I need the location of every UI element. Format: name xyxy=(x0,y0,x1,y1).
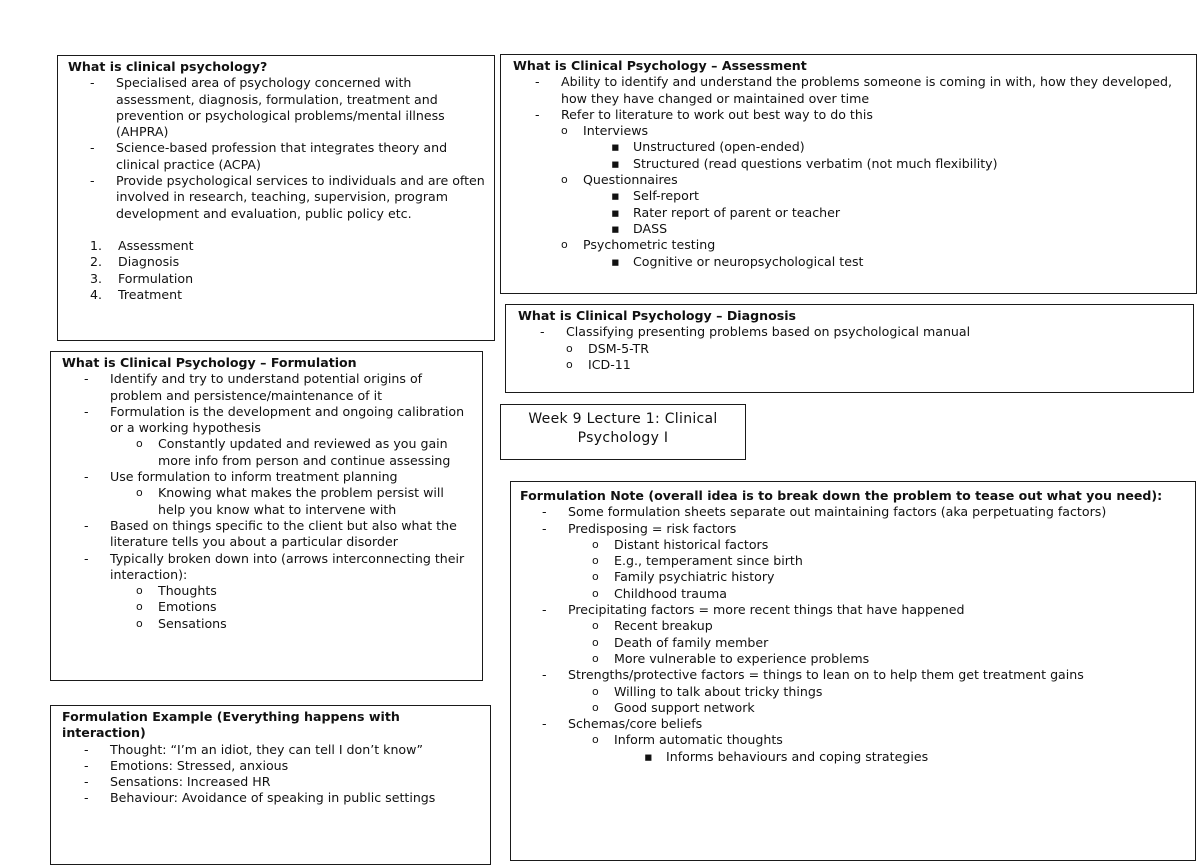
list-item: o Constantly updated and reviewed as you gain more info from person and continue assessing xyxy=(136,436,474,469)
formulation-example-box xyxy=(50,705,491,865)
list-item: - Use formulation to inform treatment planning o Knowing what makes the problem persist will help you know what to intervene with xyxy=(62,469,474,518)
list-item: - Ability to identify and understand the problems someone is coming in with, how they developed, how they have changed or maintained over time xyxy=(513,74,1188,107)
list-item: - Behaviour: Avoidance of speaking in public settings xyxy=(62,790,482,806)
sub-sub-list xyxy=(611,254,1188,270)
list-item: o Distant historical factors xyxy=(592,537,1187,553)
list-item: 2. Diagnosis xyxy=(90,254,180,270)
list-item: - Emotions: Stressed, anxious xyxy=(62,758,482,774)
sub-list xyxy=(136,485,474,518)
list-item: - Some formulation sheets separate out maintaining factors (aka perpetuating factors) xyxy=(520,504,1187,520)
list-item: - Predisposing = risk factors o Distant historical factors o E.g., temperament since birth o Family psychiatric history o Childhood trauma xyxy=(520,521,1187,602)
list-item: o Sensations xyxy=(136,616,474,632)
list-item: - Specialised area of psychology concerned with assessment, diagnosis, formulation, treatment and prevention or psychological problems/mental illness (AHPRA) xyxy=(68,75,486,140)
box-title: What is clinical psychology? xyxy=(68,59,268,74)
sub-list xyxy=(592,732,1187,765)
sub-list xyxy=(592,684,1187,717)
sub-list xyxy=(136,436,474,469)
list-item: ▪ Informs behaviours and coping strategies xyxy=(644,749,1187,765)
sub-list xyxy=(136,583,474,632)
list-item: ▪ Unstructured (open-ended) xyxy=(611,139,1188,155)
box-title: Formulation Note (overall idea is to break down the problem to tease out what you need): xyxy=(520,488,1163,503)
list-item: o Thoughts xyxy=(136,583,474,599)
bullet-list xyxy=(62,742,482,807)
formulation-note-box xyxy=(510,481,1196,861)
list-item: o Inform automatic thoughts ▪ Informs behaviours and coping strategies xyxy=(592,732,1187,765)
list-item: o Good support network xyxy=(592,700,1187,716)
sub-list xyxy=(592,537,1187,602)
list-item: ▪ Cognitive or neuropsychological test xyxy=(611,254,1188,270)
assessment-box xyxy=(500,54,1197,294)
bullet-list xyxy=(513,74,1188,270)
sub-sub-list xyxy=(611,139,1188,172)
list-item: - Precipitating factors = more recent things that have happened o Recent breakup o Death of family member o More vulnerable to experience problems xyxy=(520,602,1187,667)
formulation-box xyxy=(50,351,483,681)
list-item: - Provide psychological services to individuals and are often involved in research, teaching, supervision, program development and evaluation, public policy etc. xyxy=(68,173,486,222)
list-item: o Psychometric testing ▪ Cognitive or neuropsychological test xyxy=(561,237,1188,270)
list-item: - Based on things specific to the client but also what the literature tells you about a particular disorder xyxy=(62,518,474,551)
list-item: - Thought: “I’m an idiot, they can tell I don’t know” xyxy=(62,742,482,758)
sub-sub-list xyxy=(644,749,1187,765)
list-item: - Strengths/protective factors = things to lean on to help them get treatment gains o Willing to talk about tricky things o Good support network xyxy=(520,667,1187,716)
sub-list xyxy=(566,341,1185,374)
list-item: - Classifying presenting problems based on psychological manual o DSM-5-TR o ICD-11 xyxy=(518,324,1185,373)
box-title: What is Clinical Psychology – Formulation xyxy=(62,355,357,370)
list-item: - Typically broken down into (arrows interconnecting their interaction): o Thoughts o Emotions o Sensations xyxy=(62,551,474,632)
list-item: o Emotions xyxy=(136,599,474,615)
list-item: o Willing to talk about tricky things xyxy=(592,684,1187,700)
box-title: What is Clinical Psychology – Diagnosis xyxy=(518,308,797,323)
list-item: - Science-based profession that integrates theory and clinical practice (ACPA) xyxy=(68,140,486,173)
bullet-list xyxy=(68,75,486,222)
list-item: o Death of family member xyxy=(592,635,1187,651)
list-item: - Identify and try to understand potential origins of problem and persistence/maintenance of it xyxy=(62,371,474,404)
list-item: ▪ Rater report of parent or teacher xyxy=(611,205,1188,221)
sub-list xyxy=(561,123,1188,270)
list-item: - Schemas/core beliefs o Inform automatic thoughts ▪ Informs behaviours and coping strategies xyxy=(520,716,1187,765)
list-item: - Refer to literature to work out best way to do this o Interviews ▪ Unstructured (open-ended) ▪ Structured (read questions verbatim (not much flexibility) o Questionnaires ▪ Self-report ▪ Rater report of parent or teacher ▪ DASS o Psychometric testing ▪ Cognitive or neuropsychological test xyxy=(513,107,1188,270)
sub-list xyxy=(592,618,1187,667)
list-item: - Sensations: Increased HR xyxy=(62,774,482,790)
list-item: 1. Assessment xyxy=(90,237,194,253)
list-item: ▪ Self-report xyxy=(611,188,1188,204)
list-item: o Recent breakup xyxy=(592,618,1187,634)
list-item: 4. Treatment xyxy=(90,286,183,302)
list-item: o More vulnerable to experience problems xyxy=(592,651,1187,667)
sub-sub-list xyxy=(611,188,1188,237)
page-title: Week 9 Lecture 1: Clinical Psychology I xyxy=(528,411,718,446)
list-item: o Knowing what makes the problem persist will help you know what to intervene with xyxy=(136,485,474,518)
bullet-list xyxy=(62,371,474,632)
box-title: What is Clinical Psychology – Assessment xyxy=(513,58,807,73)
numbered-list xyxy=(68,238,486,303)
bullet-list xyxy=(520,504,1187,765)
list-item: o Family psychiatric history xyxy=(592,569,1187,585)
list-item: o ICD-11 xyxy=(566,357,1185,373)
list-item: o E.g., temperament since birth xyxy=(592,553,1187,569)
week-title-box xyxy=(500,404,746,460)
list-item: o DSM-5-TR xyxy=(566,341,1185,357)
list-item: - Formulation is the development and ongoing calibration or a working hypothesis o Constantly updated and reviewed as you gain more info from person and continue assessing xyxy=(62,404,474,469)
bullet-list xyxy=(518,324,1185,373)
clinical-psychology-box xyxy=(57,55,495,341)
list-item: o Childhood trauma xyxy=(592,586,1187,602)
list-item: o Interviews ▪ Unstructured (open-ended) ▪ Structured (read questions verbatim (not much flexibility) xyxy=(561,123,1188,172)
list-item: 3. Formulation xyxy=(90,270,194,286)
list-item: o Questionnaires ▪ Self-report ▪ Rater report of parent or teacher ▪ DASS xyxy=(561,172,1188,237)
list-item: ▪ Structured (read questions verbatim (not much flexibility) xyxy=(611,156,1188,172)
box-title: Formulation Example (Everything happens with interaction) xyxy=(62,709,400,741)
diagnosis-box xyxy=(505,304,1194,393)
list-item: ▪ DASS xyxy=(611,221,1188,237)
